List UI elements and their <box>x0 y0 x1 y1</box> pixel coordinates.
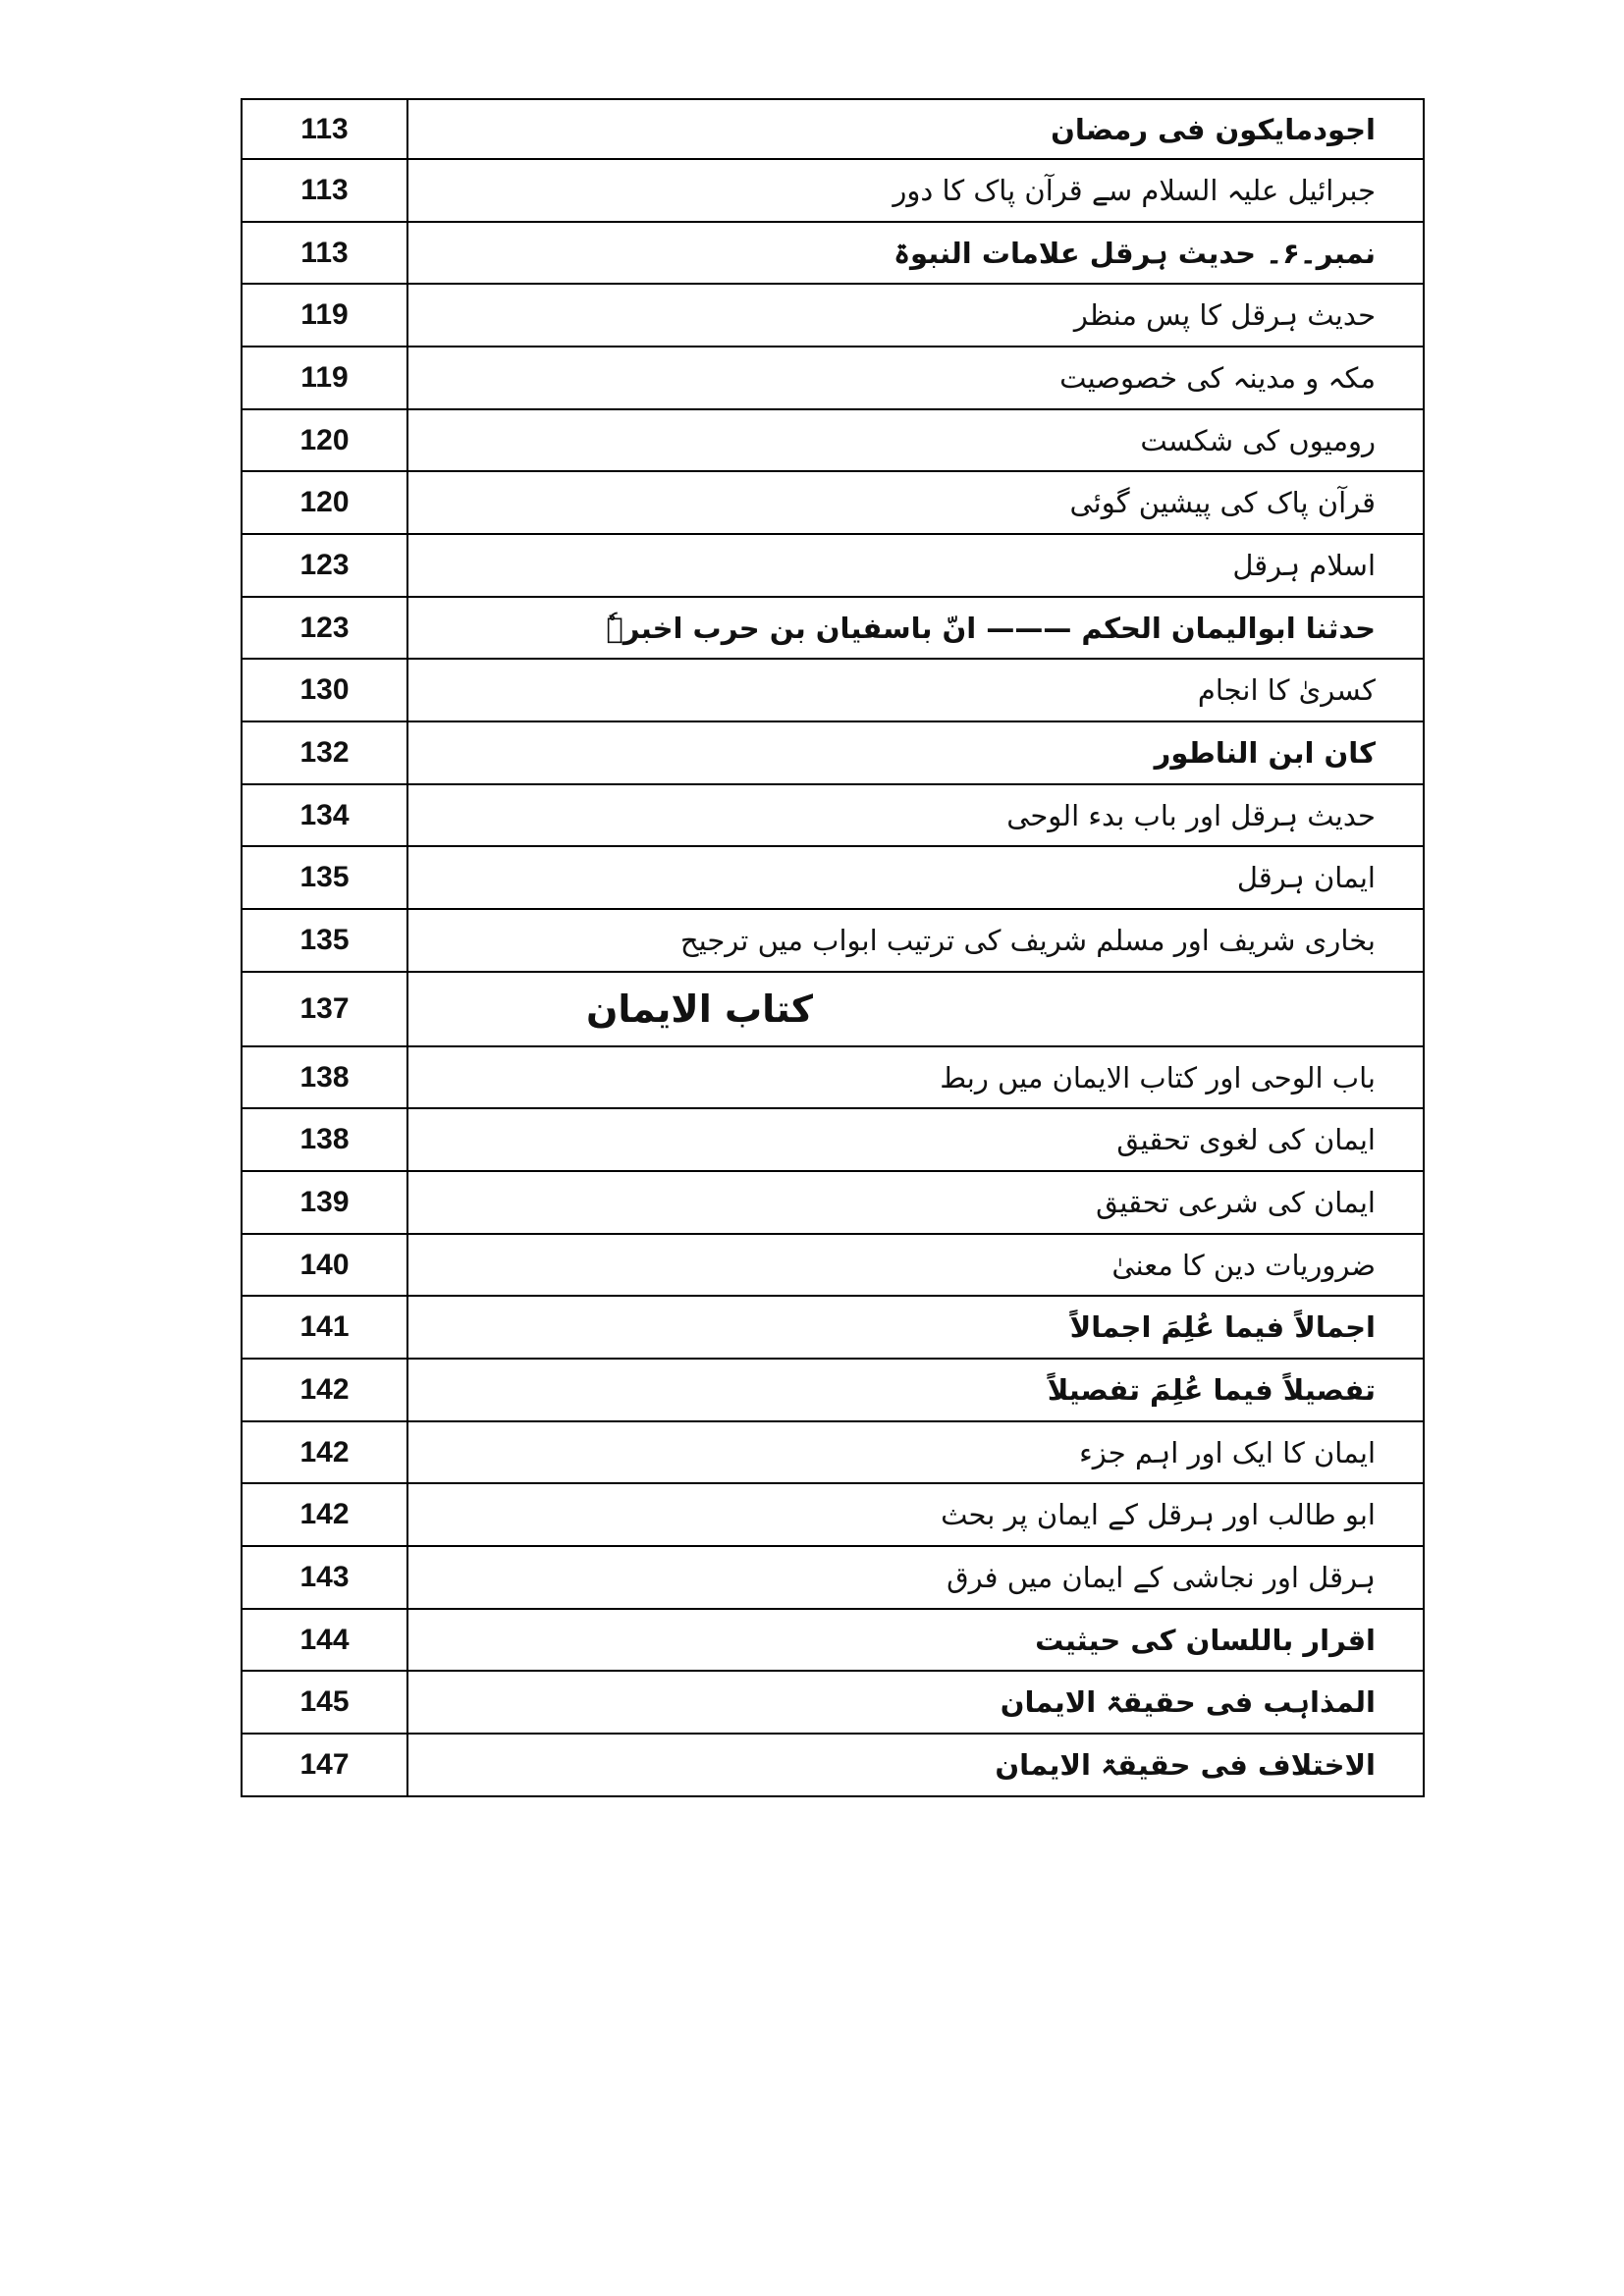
toc-entry-title: الاختلاف فی حقیقۃ الایمان <box>407 1734 1424 1796</box>
toc-row <box>242 1546 1424 1609</box>
toc-row <box>242 597 1424 659</box>
toc-row <box>242 1108 1424 1171</box>
page-number: 143 <box>242 1546 407 1609</box>
toc-entry-title: ایمان کا ایک اور اہم جزء <box>407 1421 1424 1483</box>
page-number: 120 <box>242 471 407 534</box>
toc-entry-title: باب الوحی اور کتاب الایمان میں ربط <box>407 1046 1424 1108</box>
toc-row <box>242 846 1424 909</box>
toc-row <box>242 1483 1424 1546</box>
page-number: 123 <box>242 597 407 659</box>
toc-entry-title: مکہ و مدینہ کی خصوصیت <box>407 347 1424 409</box>
toc-row <box>242 1421 1424 1483</box>
toc-entry-title: نمبر۔۶۔ حدیث ہرقل علامات النبوۃ <box>407 222 1424 284</box>
toc-entry-title: ضروریات دین کا معنیٰ <box>407 1234 1424 1296</box>
page-number: 135 <box>242 909 407 972</box>
toc-entry-title: جبرائیل علیہ السلام سے قرآن پاک کا دور <box>407 159 1424 222</box>
page-number: 119 <box>242 347 407 409</box>
page-number: 123 <box>242 534 407 597</box>
toc-row <box>242 347 1424 409</box>
toc-row <box>242 222 1424 284</box>
page-number: 138 <box>242 1108 407 1171</box>
toc-row <box>242 284 1424 347</box>
toc-row <box>242 1171 1424 1234</box>
toc-row <box>242 1359 1424 1421</box>
toc-entry-title: اجمالاً فیما عُلِمَ اجمالاً <box>407 1296 1424 1359</box>
toc-entry-title: اقرار باللسان کی حیثیت <box>407 1609 1424 1671</box>
page-number: 138 <box>242 1046 407 1108</box>
toc-row <box>242 534 1424 597</box>
toc-entry-title: ایمان کی شرعی تحقیق <box>407 1171 1424 1234</box>
page-number: 137 <box>242 972 407 1046</box>
toc-body <box>242 99 1424 1796</box>
page-number: 142 <box>242 1421 407 1483</box>
toc-row <box>242 1734 1424 1796</box>
toc-entry-title: بخاری شریف اور مسلم شریف کی ترتیب ابواب میں ترجیح <box>407 909 1424 972</box>
page-number: 141 <box>242 1296 407 1359</box>
page-number: 119 <box>242 284 407 347</box>
page-number: 142 <box>242 1359 407 1421</box>
page-number: 142 <box>242 1483 407 1546</box>
toc-entry-title: المذاہب فی حقیقۃ الایمان <box>407 1671 1424 1734</box>
toc-row <box>242 159 1424 222</box>
toc-row <box>242 721 1424 784</box>
toc-entry-title: اجودمایکون فی رمضان <box>407 99 1424 159</box>
toc-row <box>242 1671 1424 1734</box>
toc-row <box>242 409 1424 471</box>
toc-entry-title: حدیث ہرقل کا پس منظر <box>407 284 1424 347</box>
toc-row <box>242 99 1424 159</box>
toc-row <box>242 659 1424 721</box>
page-number: 130 <box>242 659 407 721</box>
toc-row <box>242 784 1424 846</box>
toc-entry-title: تفصیلاً فیما عُلِمَ تفصیلاً <box>407 1359 1424 1421</box>
toc-row <box>242 1234 1424 1296</box>
toc-entry-title: حدیث ہرقل اور باب بدء الوحی <box>407 784 1424 846</box>
page-number: 144 <box>242 1609 407 1671</box>
toc-entry-title: رومیوں کی شکست <box>407 409 1424 471</box>
page-number: 134 <box>242 784 407 846</box>
toc-table <box>241 98 1425 1797</box>
toc-entry-title: ہرقل اور نجاشی کے ایمان میں فرق <box>407 1546 1424 1609</box>
toc-row <box>242 1046 1424 1108</box>
page-number: 139 <box>242 1171 407 1234</box>
toc-entry-title: ایمان ہرقل <box>407 846 1424 909</box>
section-heading: کتاب الایمان <box>407 972 1424 1046</box>
page-number: 132 <box>242 721 407 784</box>
toc-row <box>242 972 1424 1046</box>
toc-entry-title: قرآن پاک کی پیشین گوئی <box>407 471 1424 534</box>
toc-entry-title: کسریٰ کا انجام <box>407 659 1424 721</box>
toc-row <box>242 1296 1424 1359</box>
page-number: 113 <box>242 159 407 222</box>
toc-entry-title: کان ابن الناطور <box>407 721 1424 784</box>
page-number: 140 <box>242 1234 407 1296</box>
page-number: 120 <box>242 409 407 471</box>
toc-row <box>242 1609 1424 1671</box>
page-number: 113 <box>242 222 407 284</box>
toc-entry-title: حدثنا ابوالیمان الحکم ——— انّ باسفیان بن حرب اخبرہٗ <box>407 597 1424 659</box>
page-number: 147 <box>242 1734 407 1796</box>
toc-row <box>242 471 1424 534</box>
toc-entry-title: ایمان کی لغوی تحقیق <box>407 1108 1424 1171</box>
page-number: 145 <box>242 1671 407 1734</box>
page-number: 113 <box>242 99 407 159</box>
page-number: 135 <box>242 846 407 909</box>
toc-row <box>242 909 1424 972</box>
toc-entry-title: اسلام ہرقل <box>407 534 1424 597</box>
toc-entry-title: ابو طالب اور ہرقل کے ایمان پر بحث <box>407 1483 1424 1546</box>
